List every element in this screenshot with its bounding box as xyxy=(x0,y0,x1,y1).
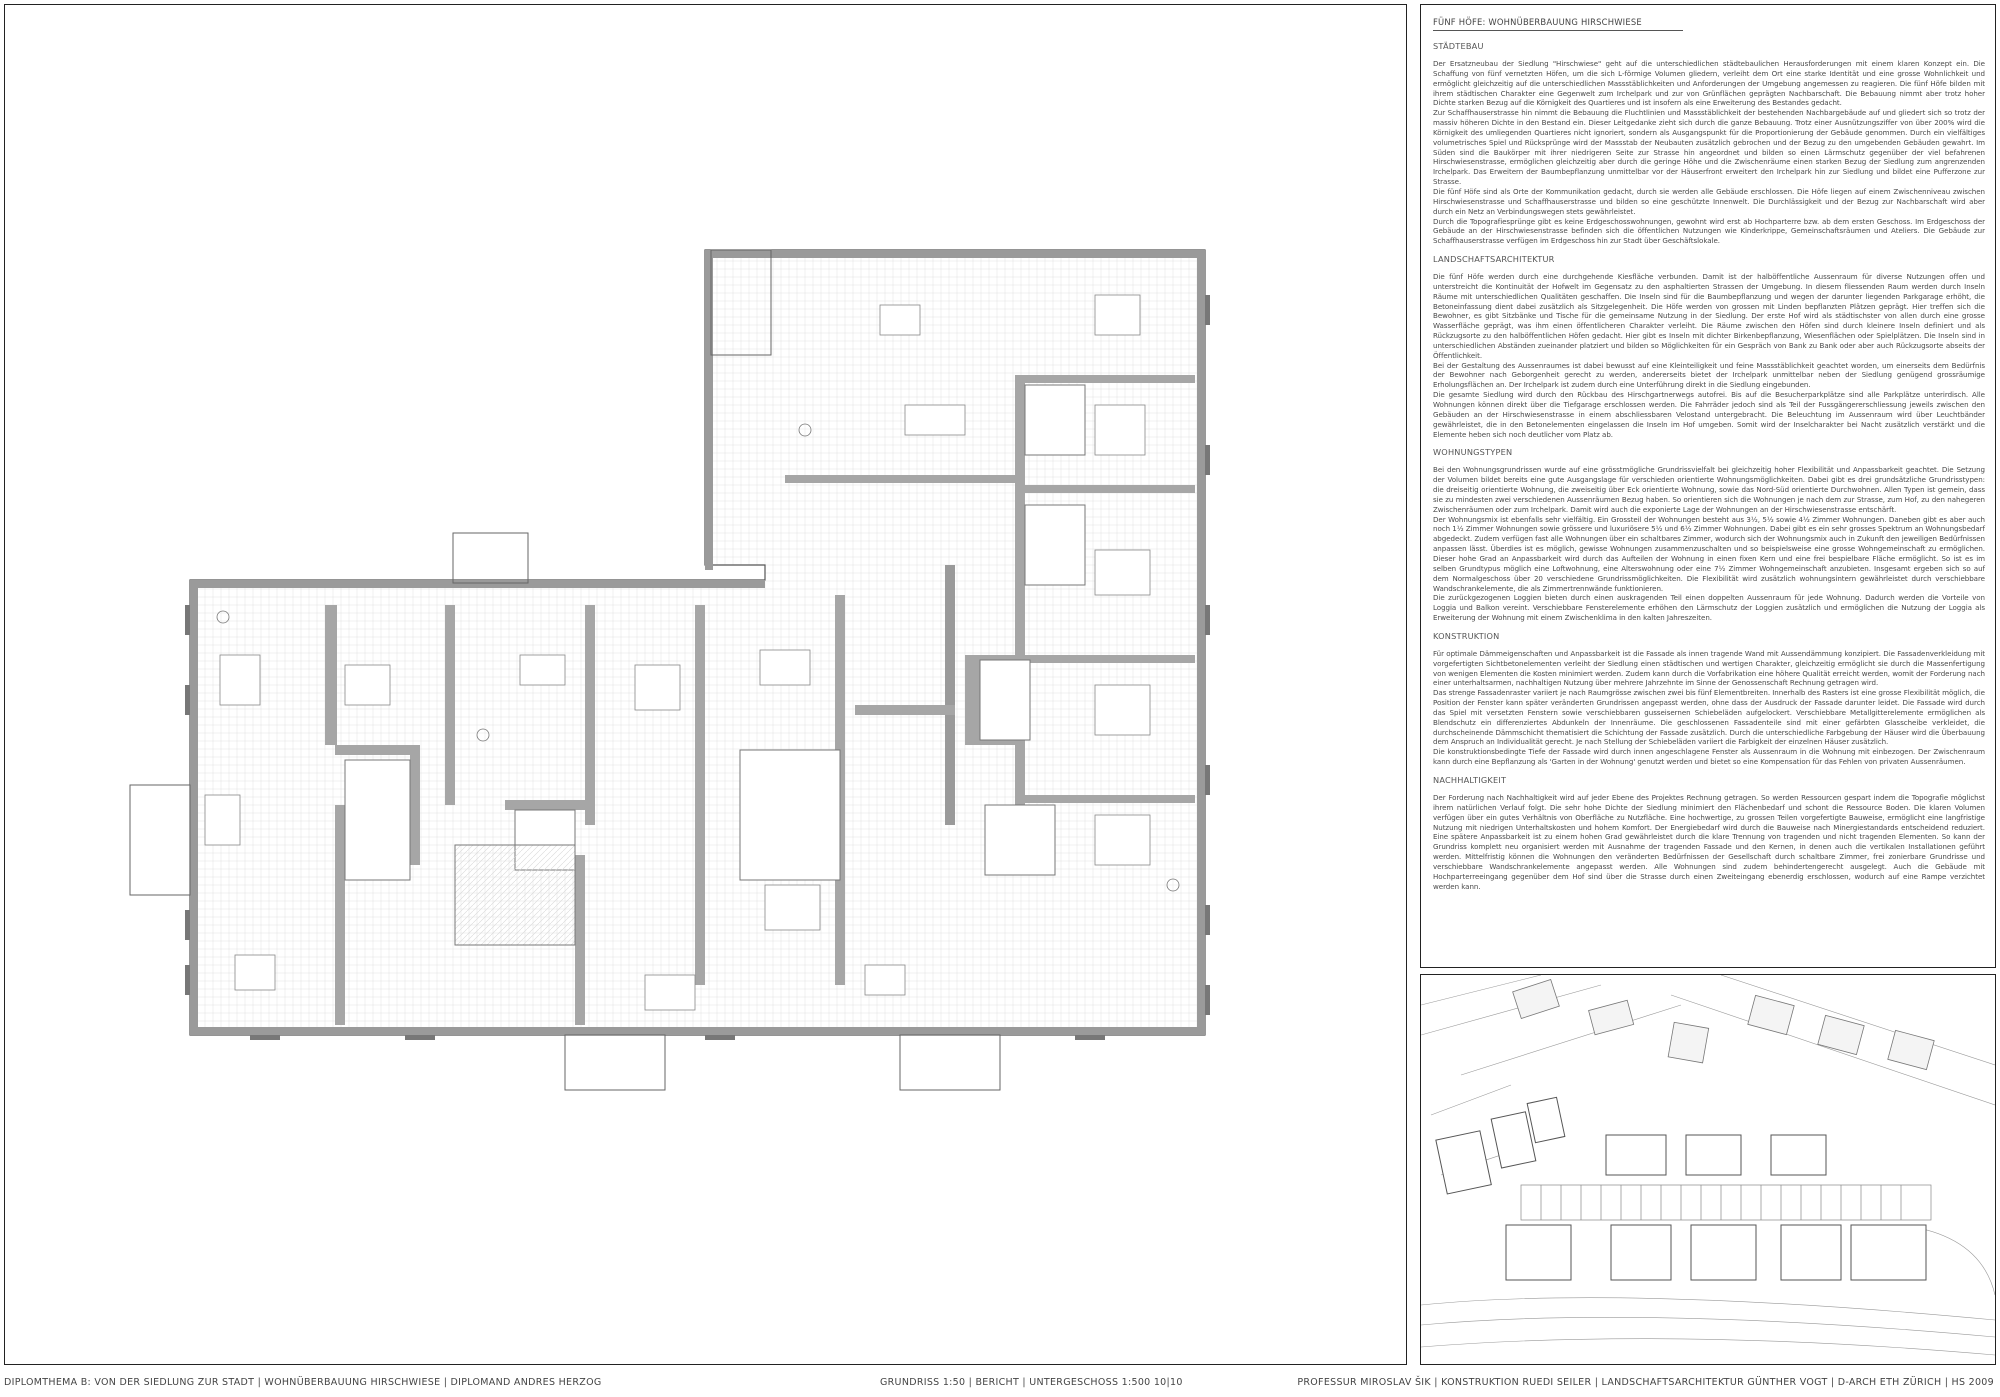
section-heading: KONSTRUKTION xyxy=(1433,630,1500,641)
neighbour-buildings xyxy=(1513,980,1935,1070)
paragraph: Der Forderung nach Nachhaltigkeit wird auf jeder Ebene des Projektes Rechnung getragen. So werden Ressourcen gespart indem die Topografie möglichst ihrem natürlichen Verlauf folgt. Die sehr hohe Dichte der Siedlung minimiert den Flächenbedarf und schont die Ressource Boden. Die klaren Volumen verfügen über ein gutes Verhältnis von Oberfläche zu Nutzfläche. Eine hochwertige, zu grossen Teilen vorgefertigte Bauweise, ermöglicht eine langfristige Nutzung mit niedrigen Unterhaltskosten und hohem Komfort. Der Energiebedarf wird durch die Bauweise nach Minergiestandards entscheidend reduziert. Eine spätere Anpassbarkeit ist zu einem hohen Grad gewährleistet durch die klare Trennung von tragenden und nicht tragenden Elementen. So kann der Grundriss komplett neu organisiert werden mit Ausnahme der tragenden Fassade und den Kernen, in denen auch die vertikalen Installationen geführt werden. Mittelfristig können die Wohnungen den veränderten Bedürfnissen der Gesellschaft durch schaltbare Zimmer, frei zonierbare Grundrisse und verschiebbare Wandschrankelemente angepasst werden. Alle Wohnungen sind zudem behindertengerecht ausgelegt. Auch die Gebäude mit Hochparterreeingang gegenüber dem Hof sind über die Strasse durch einen Zweiteingang ebenerdig erschlossen, wodurch auf eine Rampe verzichtet werden kann. xyxy=(1433,793,1985,891)
footer-left: DIPLOMTHEMA B: VON DER SIEDLUNG ZUR STADT | WOHNÜBERBAUUNG HIRSCHWIESE | DIPLOMAND ANDRES HERZOG xyxy=(4,1377,602,1388)
site-plan-drawing xyxy=(1421,975,1995,1364)
section-staedtebau xyxy=(1433,41,1985,246)
paragraph: Der Ersatzneubau der Siedlung "Hirschwiese" geht auf die unterschiedlichen städtebaulichen Herausforderungen mit einem klaren Konzept ein. Die Schaffung von fünf vernetzten Höfen, um die sich L-förmige Volumen gliedern, verleiht dem Ort eine starke Identität und eine grosse Wohnlichkeit und ermöglicht gleichzeitig auf die unterschiedlichen Massstäblichkeiten und Anforderungen der Umgebung angemessen zu reagieren. Die fünf Höfe bilden mit ihrem städtischen Charakter eine Gegenwelt zum Irchelpark und zur von Grünflächen geprägten Nachbarschaft. Die Bebauung nimmt aber trotz hoher Dichte starken Bezug auf die Körnigkeit des Quartieres und ist insofern als eine Erweiterung des Bestandes gedacht. xyxy=(1433,59,1985,108)
section-wohnungstypen xyxy=(1433,447,1985,623)
garage-grid xyxy=(1521,1185,1931,1220)
paragraph: Zur Schaffhauserstrasse hin nimmt die Bebauung die Fluchtlinien und Massstäblichkeit der bestehenden Nachbargebäude auf und gliedert sich so trotz der massiv höheren Dichte in den Bestand ein. Dieser Leitgedanke zieht sich durch die ganze Bebauung. Trotz einer Ausnützungsziffer von über 200% wird die Körnigkeit des umliegenden Quartieres nicht ignoriert, sondern als Ausgangspunkt für die Proportionierung der Gebäude genommen. Durch ein vielfältiges volumetrisches Spiel und Rücksprünge wird der Massstab der Neubauten zusätzlich gebrochen und der Bezug zu den umgebenden Gebäuden gewahrt. Im Süden sind die Baukörper mit ihrer niedrigeren Seite zur Strasse hin angeordnet und bilden so einen Lärmschutz gegenüber der viel befahrenen Hirschwiesenstrasse, ermöglichen gleichzeitig aber durch die geringe Höhe und die Zwischenräume einen starken Bezug der Siedlung zum angrenzenden Irchelpark. Das Erweitern der Baumbepflanzung unmittelbar vor der Häuserfront erweitert den Irchelpark hin zur Siedlung und bildet eine Pufferzone zur Strasse. xyxy=(1433,108,1985,187)
site-plan-panel xyxy=(1420,974,1996,1365)
section-heading: WOHNUNGSTYPEN xyxy=(1433,447,1513,458)
paragraph: Der Wohnungsmix ist ebenfalls sehr vielfältig. Ein Grossteil der Wohnungen besteht aus 3½, 5½ sowie 4½ Zimmer Wohnungen. Daneben gibt es aber auch noch 1½ Zimmer Wohnungen sowie grössere und luxuriösere 5½ und 6½ Zimmer Wohnungen. Dabei gibt es ein sehr grosses Spektrum an Wohnungsbedarf abgedeckt. Zudem verfügen fast alle Wohnungen über ein schaltbares Zimmer, wodurch sich der Wohnungsmix auch in Zukunft den jeweiligen Bedürfnissen anpassen lässt. Überdies ist es möglich, gewisse Wohnungen zusammenzuschalten und so beispielsweise eine grosse Wohngemeinschaft zu ermöglichen. Dieser hohe Grad an Anpassbarkeit wird durch das Aufteilen der Wohnung in einen fixen Kern und eine frei bespielbare Fläche ermöglicht. So ist es im selben Grundtypus möglich eine Loftwohnung, eine Alterswohnung oder eine 7½ Zimmer Wohngemeinschaft anzubieten. Insgesamt ergeben sich so auf dem Normalgeschoss über 20 verschiedene Grundrissmöglichkeiten. Die Flexibilität wird zusätzlich wohnungsintern gewährleistet durch verschiebbare Wandschrankelemente, die als Zimmertrennwände funktionieren. xyxy=(1433,514,1985,593)
report-title: FÜNF HÖFE: WOHNÜBERBAUUNG HIRSCHWIESE xyxy=(1433,17,1683,31)
report-panel xyxy=(1420,4,1996,968)
floor-plan-drawing xyxy=(5,5,1405,1363)
section-konstruktion xyxy=(1433,631,1985,767)
section-heading: STÄDTEBAU xyxy=(1433,41,1484,51)
section-nachhaltigkeit xyxy=(1433,775,1985,891)
footer-right: PROFESSUR MIROSLAV ŠIK | KONSTRUKTION RUEDI SEILER | LANDSCHAFTSARCHITEKTUR GÜNTHER VOGT | D-ARCH ETH ZÜRICH | HS 2009 xyxy=(1297,1377,1994,1388)
section-heading: NACHHALTIGKEIT xyxy=(1433,775,1507,785)
paragraph: Die zurückgezogenen Loggien bieten durch einen auskragenden Teil einen doppelten Aussenraum für jede Wohnung. Dadurch werden die Vorteile von Loggia und Balkon vereint. Verschiebbare Fensterelemente erhöhen den Lärmschutz der Loggien zusätzlich und ermöglichen die Nutzung der Loggia als Erweiterung der Wohnung mit einem Zwischenklima in den kalten Jahreszeiten. xyxy=(1433,593,1985,623)
paragraph: Die fünf Höfe sind als Orte der Kommunikation gedacht, durch sie werden alle Gebäude erschlossen. Die Höfe liegen auf einem Zwischenniveau zwischen Hirschwiesenstrasse und Schaffhauserstrasse und bilden so eine geschützte Innenwelt. Die Durchlässigkeit und der Bezug zur Nachbarschaft wird aber durch ein Netz an Verbindungswegen stets gewährleistet. xyxy=(1433,186,1985,216)
floor-plan-panel xyxy=(4,4,1407,1365)
footer-center: GRUNDRISS 1:50 | BERICHT | UNTERGESCHOSS 1:500 10|10 xyxy=(880,1377,1183,1388)
section-landschaftsarchitektur xyxy=(1433,254,1985,439)
section-heading: LANDSCHAFTSARCHITEKTUR xyxy=(1433,254,1555,265)
paragraph: Für optimale Dämmeigenschaften und Anpassbarkeit ist die Fassade als innen tragende Wand mit Aussendämmung konzipiert. Die Fassadenverkleidung mit vorgefertigten Sichtbetonelementen verleiht der Siedlung einen städtischen und wertigen Charakter, gleichzeitig ermöglicht sie durch die Massenfertigung von wenigen Elementen die Kosten minimiert werden. Zudem kann durch die Vorfabrikation eine höhere Qualität erreicht werden, womit der Forderung nach einer unterhaltsarmen, nachhaltigen Nutzung über mehrere Jahrzehnte im Sinne der Genossenschaft Rechnung getragen wird. xyxy=(1433,648,1985,688)
paragraph: Bei der Gestaltung des Aussenraumes ist dabei bewusst auf eine Kleinteiligkeit und feine Massstäblichkeit geachtet worden, um einerseits dem Bedürfnis der Bewohner nach Geborgenheit gerecht zu werden, andererseits bietet der Irchelpark unmittelbar neben der Siedlung genügend grossräumige Erholungsflächen an. Der Irchelpark ist zudem durch eine Unterführung direkt in die Siedlung eingebunden. xyxy=(1433,360,1985,390)
paragraph: Das strenge Fassadenraster variiert je nach Raumgrösse zwischen zwei bis fünf Elementbreiten. Innerhalb des Rasters ist eine grosse Flexibilität möglich, die Position der Fenster kann später veränderten Grundrissen angepasst werden, ohne dass der Ausdruck der Fassade darunter leidet. Die Fassade wird durch das Spiel mit versetzten Fenstern sowie verschiebbaren gusseisernen Schiebeläden aufgelockert. Verschiebbare Metallgitterelemente ermöglichen als Blendschutz ein differenziertes Abdunkeln der Innenräume. Die geschlossenen Fassadenteile sind mit einer gefärbten Glasscheibe verkleidet, die durchscheinende Dämmschicht thematisiert die Schichtung der Fassade zusätzlich. Durch die unterschiedliche Farbgebung der Häuser wird die Überbauung dem Anspruch an Individualität gerecht. Je nach Stellung der Schiebeläden variiert die Farbigkeit der einzelnen Häuser zusätzlich. xyxy=(1433,688,1985,747)
paragraph: Die konstruktionsbedingte Tiefe der Fassade wird durch innen angeschlagene Fenster als Aussenraum in die Wohnung mit einbezogen. Der Zwischenraum kann durch eine Bepflanzung als 'Garten in der Wohnung' genutzt werden und bietet so eine Kompensation für das Fehlen von privaten Aussenräumen. xyxy=(1433,747,1985,767)
paragraph: Durch die Topografiesprünge gibt es keine Erdgeschosswohnungen, gewohnt wird erst ab Hochparterre bzw. ab dem ersten Geschoss. Im Erdgeschoss der Gebäude an der Hirschwiesenstrasse befinden sich die öffentlichen Nutzungen wie Kinderkrippe, Gemeinschaftsräumen und Ateliers. Die Gebäude zur Schaffhauserstrasse verfügen im Erdgeschoss hin zur Stadt über Geschäftslokale. xyxy=(1433,216,1985,246)
paragraph: Die fünf Höfe werden durch eine durchgehende Kiesfläche verbunden. Damit ist der halböffentliche Aussenraum für diverse Nutzungen offen und unterstreicht die Kontinuität der Hofwelt im Gegensatz zu den asphaltierten Strassen der Umgebung. In diesem fliessenden Raum werden durch Inseln Räume mit unterschiedlichen Qualitäten geschaffen. Die Inseln sind für die Baumbepflanzung und wegen der darunter liegenden Parkgarage erhöht, die Betoneinfassung dient dabei zusätzlich als Sitzgelegenheit. Die Höfe werden von grossen mit Linden bepflanzten Plätzen geprägt. Hier treffen sich die Bewohner, es gibt Sitzbänke und Tische für die gemeinsame Nutzung in der Siedlung. Der erste Hof wird als städtischster von allen durch eine grosse Wasserfläche geprägt, was ihm einen öffentlicheren Charakter verleiht. Die Räume zwischen den Höfen sind durch kleinere Inseln definiert und als Rückzugsorte zu den halböffentlichen Höfen gedacht. Hier gibt es Inseln mit dichter Birkenbepflanzung, Wiesenflächen oder Spielplätzen. Die Inseln sind in unterschiedlichen Abständen zueinander platziert und bilden so Möglichkeiten für ein Gespräch von Bank zu Bank oder aber auch Rückzugsorte abseits der Öffentlichkeit. xyxy=(1433,272,1985,360)
paragraph: Die gesamte Siedlung wird durch den Rückbau des Hirschgartnerwegs autofrei. Bis auf die Besucherparkplätze sind alle Parkplätze unterirdisch. Alle Wohnungen können direkt über die Tiefgarage erschlossen werden. Die Fahrräder jedoch sind als Teil der Fussgängererschliessung jeweils zwischen den Gebäuden an der Hirschwiesenstrasse in einem abschliessbaren Velostand untergebracht. Die Beleuchtung im Aussenraum wird über Leuchtbänder gewährleistet, die in den Betonelementen eingelassen die Inseln im Hof umgeben. Somit wird der Inselcharakter bei Nacht zusätzlich verstärkt und die Elemente heben sich noch deutlicher vom Platz ab. xyxy=(1433,390,1985,439)
paragraph: Bei den Wohnungsgrundrissen wurde auf eine grösstmögliche Grundrissvielfalt bei gleichzeitig hoher Flexibilität und Anpassbarkeit geachtet. Die Setzung der Volumen bildet bereits eine gute Ausgangslage für verschieden orientierte Wohnungsmöglichkeiten. Dabei gibt es drei grundsätzliche Grundrisstypen: die dreiseitig orientierte Wohnung, die zweiseitig über Eck orientierte Wohnung, sowie das Nord-Süd orientierte Durchwohnen. Allen Typen ist gemein, dass sie zu mindesten zwei verschiedenen Aussenräumen Bezug haben. So orientieren sich die Wohnungen je nach dem zur Strasse, zum Hof, zu den nahegeren Zwischenräumen oder zum Irchelpark. Damit wird auch die exponierte Lage der Wohnungen an der Hirschwiesenstrasse entschärft. xyxy=(1433,465,1985,514)
